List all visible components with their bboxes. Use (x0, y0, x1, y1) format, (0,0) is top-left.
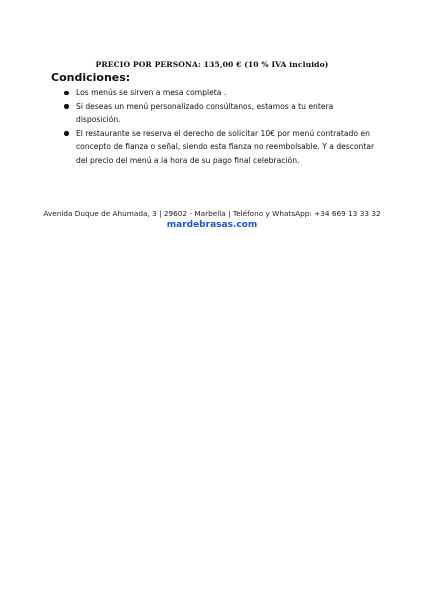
bullet-icon (64, 91, 69, 96)
condition-line: El restaurante se reserva el derecho de solicitar 10€ por menú contratado en (76, 128, 370, 138)
website-link[interactable]: mardebrasas.com (166, 220, 258, 230)
bullet-icon (64, 131, 69, 136)
conditions-heading: Condiciones: (51, 71, 131, 84)
condition-line: Los menús se sirven a mesa completa . (76, 88, 227, 97)
price-per-person: PRECIO POR PERSONA: 135,00 € (10 % IVA incluido) (95, 60, 329, 69)
condition-line: del precio del menú a la hora de su pago final celebración. (76, 155, 300, 165)
footer-address: Avenida Duque de Ahumada, 3 | 29602 - Marbella | Teléfono y WhatsApp: +34 669 13 33 32 (43, 209, 381, 218)
condition-line: disposición. (76, 115, 121, 124)
conditions-list (48, 86, 388, 167)
bullet-icon (64, 104, 69, 109)
condition-line: Si deseas un menú personalizado consúltanos, estamos a tu entera (76, 101, 334, 111)
condition-item (48, 86, 388, 100)
condition-item (48, 127, 388, 168)
condition-item (48, 100, 388, 127)
condition-line: concepto de fianza o señal, siendo esta fianza no reembolsable. Y a descontar (76, 142, 375, 151)
